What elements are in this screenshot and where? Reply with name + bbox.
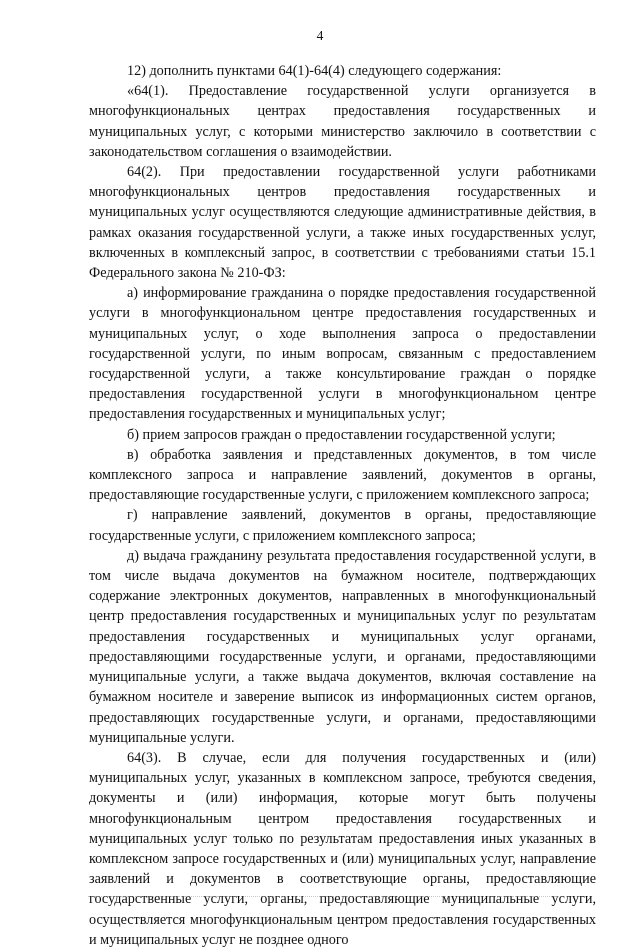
scan-edge-divider [88, 896, 558, 901]
paragraph-item-12: 12) дополнить пунктами 64(1)-64(4) следующего содержания: [127, 63, 502, 79]
paragraph-64-1: «64(1). Предоставление государственной услуги организуется в многофункциональных центрах предоставления государственных и муниципальных услуг, с которыми министерство заключило в соответствии с законодательством соглашения о взаимодействии. [89, 83, 596, 160]
page-number: 4 [316, 28, 324, 43]
paragraph-subitem-g: г) направление заявлений, документов в органы, предоставляющие государственные услуги, с приложением комплексного запроса; [89, 507, 596, 544]
paragraph-64-2: 64(2). При предоставлении государственной услуги работниками многофункциональных центров предоставления государственных и муниципальных услуг осуществляются следующие административные действия, в рамках оказания государственной услуги, а также иных государственных услуг, включенных в комплексный запрос, в соответствии с требованиями статьи 15.1 Федерального закона № 210-ФЗ: [89, 164, 596, 282]
paragraph-subitem-b: б) прием запросов граждан о предоставлении государственной услуги; [127, 426, 556, 443]
paragraph-subitem-d: д) выдача гражданину результата предоставления государственной услуги, в том числе выдача документов на бумажном носителе, подтверждающих содержание электронных документов, направленных в многофункциональный центр предоставления государственных и муниципальных услуг по результатам предоставления государственных и муниципальных услуг органами, предоставляющими государственные услуги, и органами, предоставляющими муниципальные услуги, а также выдача документов, включая составление на бумажном носителе и заверение выписок из информационных систем органов, предоставляющих государственные услуги, и органами, предоставляющими муниципальные услуги. [89, 547, 596, 746]
paragraph-64-3: 64(3). В случае, если для получения государственных и (или) муниципальных услуг, указанных в комплексном запросе, требуются сведения, документы и (или) информация, которые могут быть получены многофункциональным центром предоставления государственных и муниципальных услуг только по результатам предоставления иных указанных в комплексном запросе государственных и (или) муниципальных услуг, направление заявлений и документов в соответствующие органы, предоставляющие государственные услуги, органы, предоставляющие муниципальные услуги, осуществляется многофункциональным центром предоставления государственных и муниципальных услуг не позднее одного [89, 749, 596, 948]
paragraph-subitem-v: в) обработка заявления и представленных документов, в том числе комплексного запроса и направление заявлений, документов в органы, предоставляющие государственные услуги, с приложением комплексного запроса; [89, 446, 596, 504]
document-body [89, 61, 596, 950]
paragraph-subitem-a: а) информирование гражданина о порядке предоставления государственной услуги в многофункциональном центре предоставления государственных и муниципальных услуг, о ходе выполнения запроса о предоставлении государственной услуги, по иным вопросам, связанным с предоставлением государственной услуги, а также консультирование граждан о порядке предоставления государственной услуги в многофункциональном центре предоставления государственных и муниципальных услуг; [89, 285, 596, 423]
